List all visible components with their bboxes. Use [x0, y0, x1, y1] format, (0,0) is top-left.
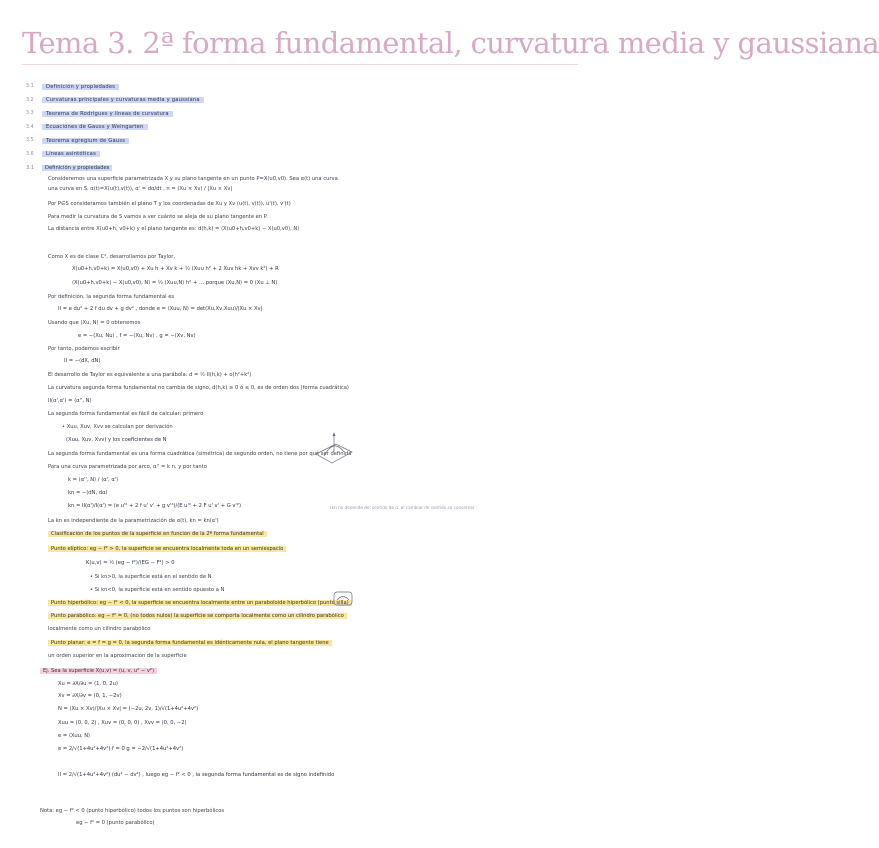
formula-line: X(u0+h,v0+k) = X(u0,v0) + Xu h + Xv k + ½ (Xuu h² + 2 Xuv hk + Xvv k²) + R [72, 266, 279, 272]
note-line: La segunda forma fundamental es fácil de calcular: primero [48, 411, 204, 417]
note-line: El desarrollo de Taylor es equivalente a una parábola: d = ½ II(h,k) + o(h²+k²) [48, 372, 252, 378]
formula-line: Xv = ∂X/∂v = (0, 1, −2v) [58, 693, 122, 699]
formula-line: II(α',α') = ⟨α'', N⟩ [48, 398, 92, 404]
toc-text: Curvaturas principales y curvaturas media y gaussiana [42, 97, 204, 103]
formula-line: e = ⟨Xuu, N⟩ [58, 733, 91, 739]
toc-text: Definición y propiedades [42, 84, 119, 90]
note-line: Consideremos una superficie parametrizada X y su plano tangente en un punto P=X(u0,v0). Sea α(t) una curva [48, 176, 338, 182]
note-aside: (kn no depende del sentido de α, al cambiar de sentido se conserva) [330, 505, 475, 510]
title-divider [22, 64, 578, 65]
formula-line: N = (Xu × Xv)/|Xu × Xv| = (−2u, 2v, 1)/√(1+4u²+4v²) [58, 706, 199, 712]
toc-item [26, 148, 326, 162]
toc-number: 3.5 [26, 138, 34, 144]
toc-item [26, 80, 326, 94]
formula-line: Xuu = (0, 0, 2) , Xuv = (0, 0, 0) , Xvv = (0, 0, −2) [58, 720, 187, 726]
formula-line: kn = −⟨dN, dα⟩ [68, 490, 108, 496]
point-type: Punto parabólico: eg − f² = 0, (no todos nulos) la superficie se comporta localmente como un cilindro parabólico [48, 613, 347, 619]
note-line: La kn es independiente de la parametrización de α(t), kn = kn(α') [48, 518, 219, 524]
toc-number: 3.6 [26, 151, 34, 157]
toc-item [26, 107, 326, 121]
note-line [48, 531, 267, 538]
toc-item [26, 94, 326, 108]
example-line [40, 668, 157, 675]
note-line: • Xuu, Xuv, Xvv se calculan por derivación [62, 424, 173, 430]
table-of-contents [26, 80, 326, 161]
point-type: Punto hiperbólico: eg − f² < 0, la superficie se encuentra localmente entre un paraboloide hiperbólico (punto silla) [48, 600, 352, 606]
toc-text: Ecuaciones de Gauss y Weingarten [42, 124, 148, 130]
note-line: • Si kn<0, la superficie está en sentido opuesto a N [90, 587, 225, 593]
formula-line: II = e du² + 2 f du dv + g dv² , donde e = ⟨Xuu, N⟩ = det(Xu,Xv,Xuu)/|Xu × Xv| [58, 306, 263, 312]
note-line: Por P∈S consideramos también el plano T y los coordenadas de Xu y Xv (u(t), v(t)), u'(t), v'(t) [48, 201, 291, 207]
toc-number: 3.1 [26, 84, 34, 90]
note-line [48, 613, 347, 620]
formula-line: kn = II(α')/I(α') = (e u'² + 2 f u' v' + g v'²)/(E u'² + 2 F u' v' + G v'²) [68, 503, 241, 509]
note-line: eg − f² = 0 (punto parabólico) [76, 820, 155, 826]
example-label: Ej. Sea la superficie X(u,v) = (u, v, u² − v²) [40, 668, 157, 674]
formula-line: II = −⟨dX, dN⟩ [64, 358, 101, 364]
note-line: La curvatura segunda forma fundamental no cambia de signo, d(h,k) ≥ 0 ó ≤ 0, es de orden dos (forma cuadrática) [48, 385, 349, 391]
note-line: La distancia entre X(u0+h, v0+k) y el plano tangente es: d(h,k) = ⟨X(u0+h,v0+k) − X(u0,v0), N⟩ [48, 226, 300, 232]
formula-line: e = −⟨Xu, Nu⟩ , f = −⟨Xu, Nv⟩ , g = −⟨Xv, Nv⟩ [78, 333, 196, 339]
toc-text: Teorema de Rodrigues y líneas de curvatura [42, 111, 173, 117]
formula-line: (Xuu, Xuv, Xvv) y los coeficientes de N [66, 437, 167, 443]
note-line: Como X es de clase C², desarrollamos por Taylor, [48, 254, 176, 260]
note-line: Para una curva parametrizada por arco, α'' = k n, y por tanto [48, 464, 207, 470]
section-title: Definición y propiedades [42, 165, 112, 171]
page-title: Tema 3. 2ª forma fundamental, curvatura media y gaussiana [22, 26, 879, 60]
note-line: Nota: eg − f² < 0 (punto hiperbólico) todos los puntos son hiperbólicos [40, 808, 225, 814]
surface-sketch-diagram [332, 587, 354, 609]
section-heading [26, 165, 586, 171]
note-line: Por definición, la segunda forma fundamental es [48, 294, 175, 300]
note-line: La segunda forma fundamental es una forma cuadrática (simétrica) de segundo orden, no tiene por qué ser definida [48, 451, 352, 457]
note-line [48, 640, 332, 647]
note-line: un orden superior en la aproximación de la superficie [48, 653, 187, 659]
formula-line: K(u,v) = ½ (eg − f²)/(EG − F²) > 0 [86, 560, 175, 566]
note-line: una curva en S, α(t)=X(u(t),v(t)), α' = dα/dt , n = (Xu × Xv) / |Xu × Xv| [48, 186, 233, 192]
formula-line: k = ⟨α'', N⟩ / ⟨α', α'⟩ [68, 477, 119, 483]
point-type: Punto planar: e = f = g = 0, la segunda forma fundamental es idénticamente nula, el plano tangente tiene [48, 640, 332, 646]
highlighted-heading: Clasificación de los puntos de la superficie en función de la 2ª forma fundamental [48, 531, 267, 537]
tangent-plane-diagram [312, 430, 356, 470]
formula-line: II = 2/√(1+4u²+4v²) (du² − dv²) , luego eg − f² < 0 , la segunda forma fundamental es de signo indefinido [58, 772, 335, 778]
note-line: Por tanto, podemos escribir [48, 346, 120, 352]
point-type: Punto elíptico: eg − f² > 0, la superficie se encuentra localmente toda en un semiespacio [48, 546, 286, 552]
note-line [48, 546, 286, 553]
formula-line: Xu = ∂X/∂u = (1, 0, 2u) [58, 681, 118, 687]
note-line [48, 600, 352, 607]
toc-text: Líneas asintóticas [42, 151, 100, 157]
section-number: 3.1 [26, 165, 35, 171]
note-line: • Si kn>0, la superficie está en el sentido de N [90, 574, 212, 580]
toc-number: 3.3 [26, 111, 34, 117]
formula-line: ⟨X(u0+h,v0+k) − X(u0,v0), N⟩ = ½ ⟨Xuu,N⟩ h² + … porque ⟨Xu,N⟩ = 0 (Xu ⊥ N) [72, 280, 278, 286]
toc-item [26, 121, 326, 135]
note-line: Para medir la curvatura de S vamos a ver cuánto se aleja de su plano tangente en P. [48, 214, 268, 220]
formula-line: e = 2/√(1+4u²+4v²) f = 0 g = −2/√(1+4u²+4v²) [58, 746, 184, 752]
toc-item [26, 134, 326, 148]
toc-number: 3.2 [26, 97, 34, 103]
note-line: localmente como un cilindro parabólico [48, 626, 151, 632]
note-line: Usando que ⟨Xu, N⟩ = 0 obtenemos [48, 320, 141, 326]
toc-number: 3.4 [26, 124, 34, 130]
toc-text: Teorema egregium de Gauss [42, 138, 129, 144]
